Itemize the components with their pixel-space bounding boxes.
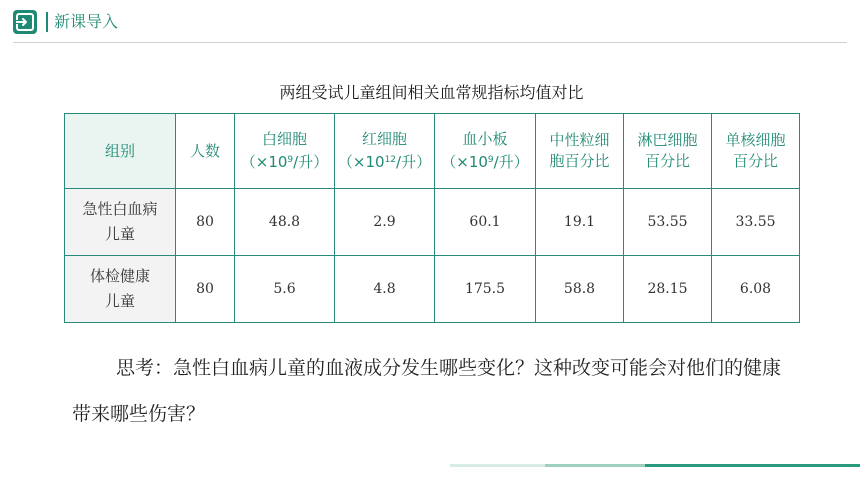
- plt-cell: 60.1: [435, 189, 536, 256]
- footer-accent-dark: [645, 464, 860, 467]
- neut-cell: 58.8: [536, 256, 624, 323]
- lymph-cell: 53.55: [624, 189, 712, 256]
- row-group-cell: 体检健康 儿童: [65, 256, 176, 323]
- header-rule: [13, 42, 847, 43]
- col-header-wbc: 白细胞 （$\times 10^9/$升）: [235, 114, 335, 189]
- rbc-cell: 4.8: [335, 256, 435, 323]
- lymph-cell: 28.15: [624, 256, 712, 323]
- count-cell: 80: [176, 189, 235, 256]
- table-caption: 两组受试儿童组间相关血常规指标均值对比: [279, 83, 584, 102]
- col-header-neut: 中性粒细 胞百分比: [536, 114, 624, 189]
- header: [0, 0, 860, 44]
- rbc-cell: 2.9: [335, 189, 435, 256]
- section-title: 新课导入: [54, 12, 119, 31]
- discussion-question: 思考：急性白血病儿童的血液成分发生哪些变化？这种改变可能会对他们的健康带来哪些伤害？: [72, 357, 782, 425]
- wbc-cell: 5.6: [235, 256, 335, 323]
- table-header-row: [65, 114, 800, 189]
- wbc-cell: 48.8: [235, 189, 335, 256]
- col-header-group: 组别: [65, 114, 176, 189]
- col-header-count: 人数: [176, 114, 235, 189]
- table-row: [65, 256, 800, 323]
- table-row: [65, 189, 800, 256]
- enter-arrow-icon: [13, 10, 37, 34]
- mono-cell: 6.08: [712, 256, 800, 323]
- neut-cell: 19.1: [536, 189, 624, 256]
- blood-indicator-table: [64, 113, 800, 323]
- row-group-cell: 急性白血病 儿童: [65, 189, 176, 256]
- mono-cell: 33.55: [712, 189, 800, 256]
- col-header-rbc: 红细胞 （$\times 10^{12}/$升）: [335, 114, 435, 189]
- plt-cell: 175.5: [435, 256, 536, 323]
- col-header-mono: 单核细胞 百分比: [712, 114, 800, 189]
- col-header-plt: 血小板 （$\times 10^9/$升）: [435, 114, 536, 189]
- col-header-lymph: 淋巴细胞 百分比: [624, 114, 712, 189]
- count-cell: 80: [176, 256, 235, 323]
- header-divider: [46, 12, 48, 32]
